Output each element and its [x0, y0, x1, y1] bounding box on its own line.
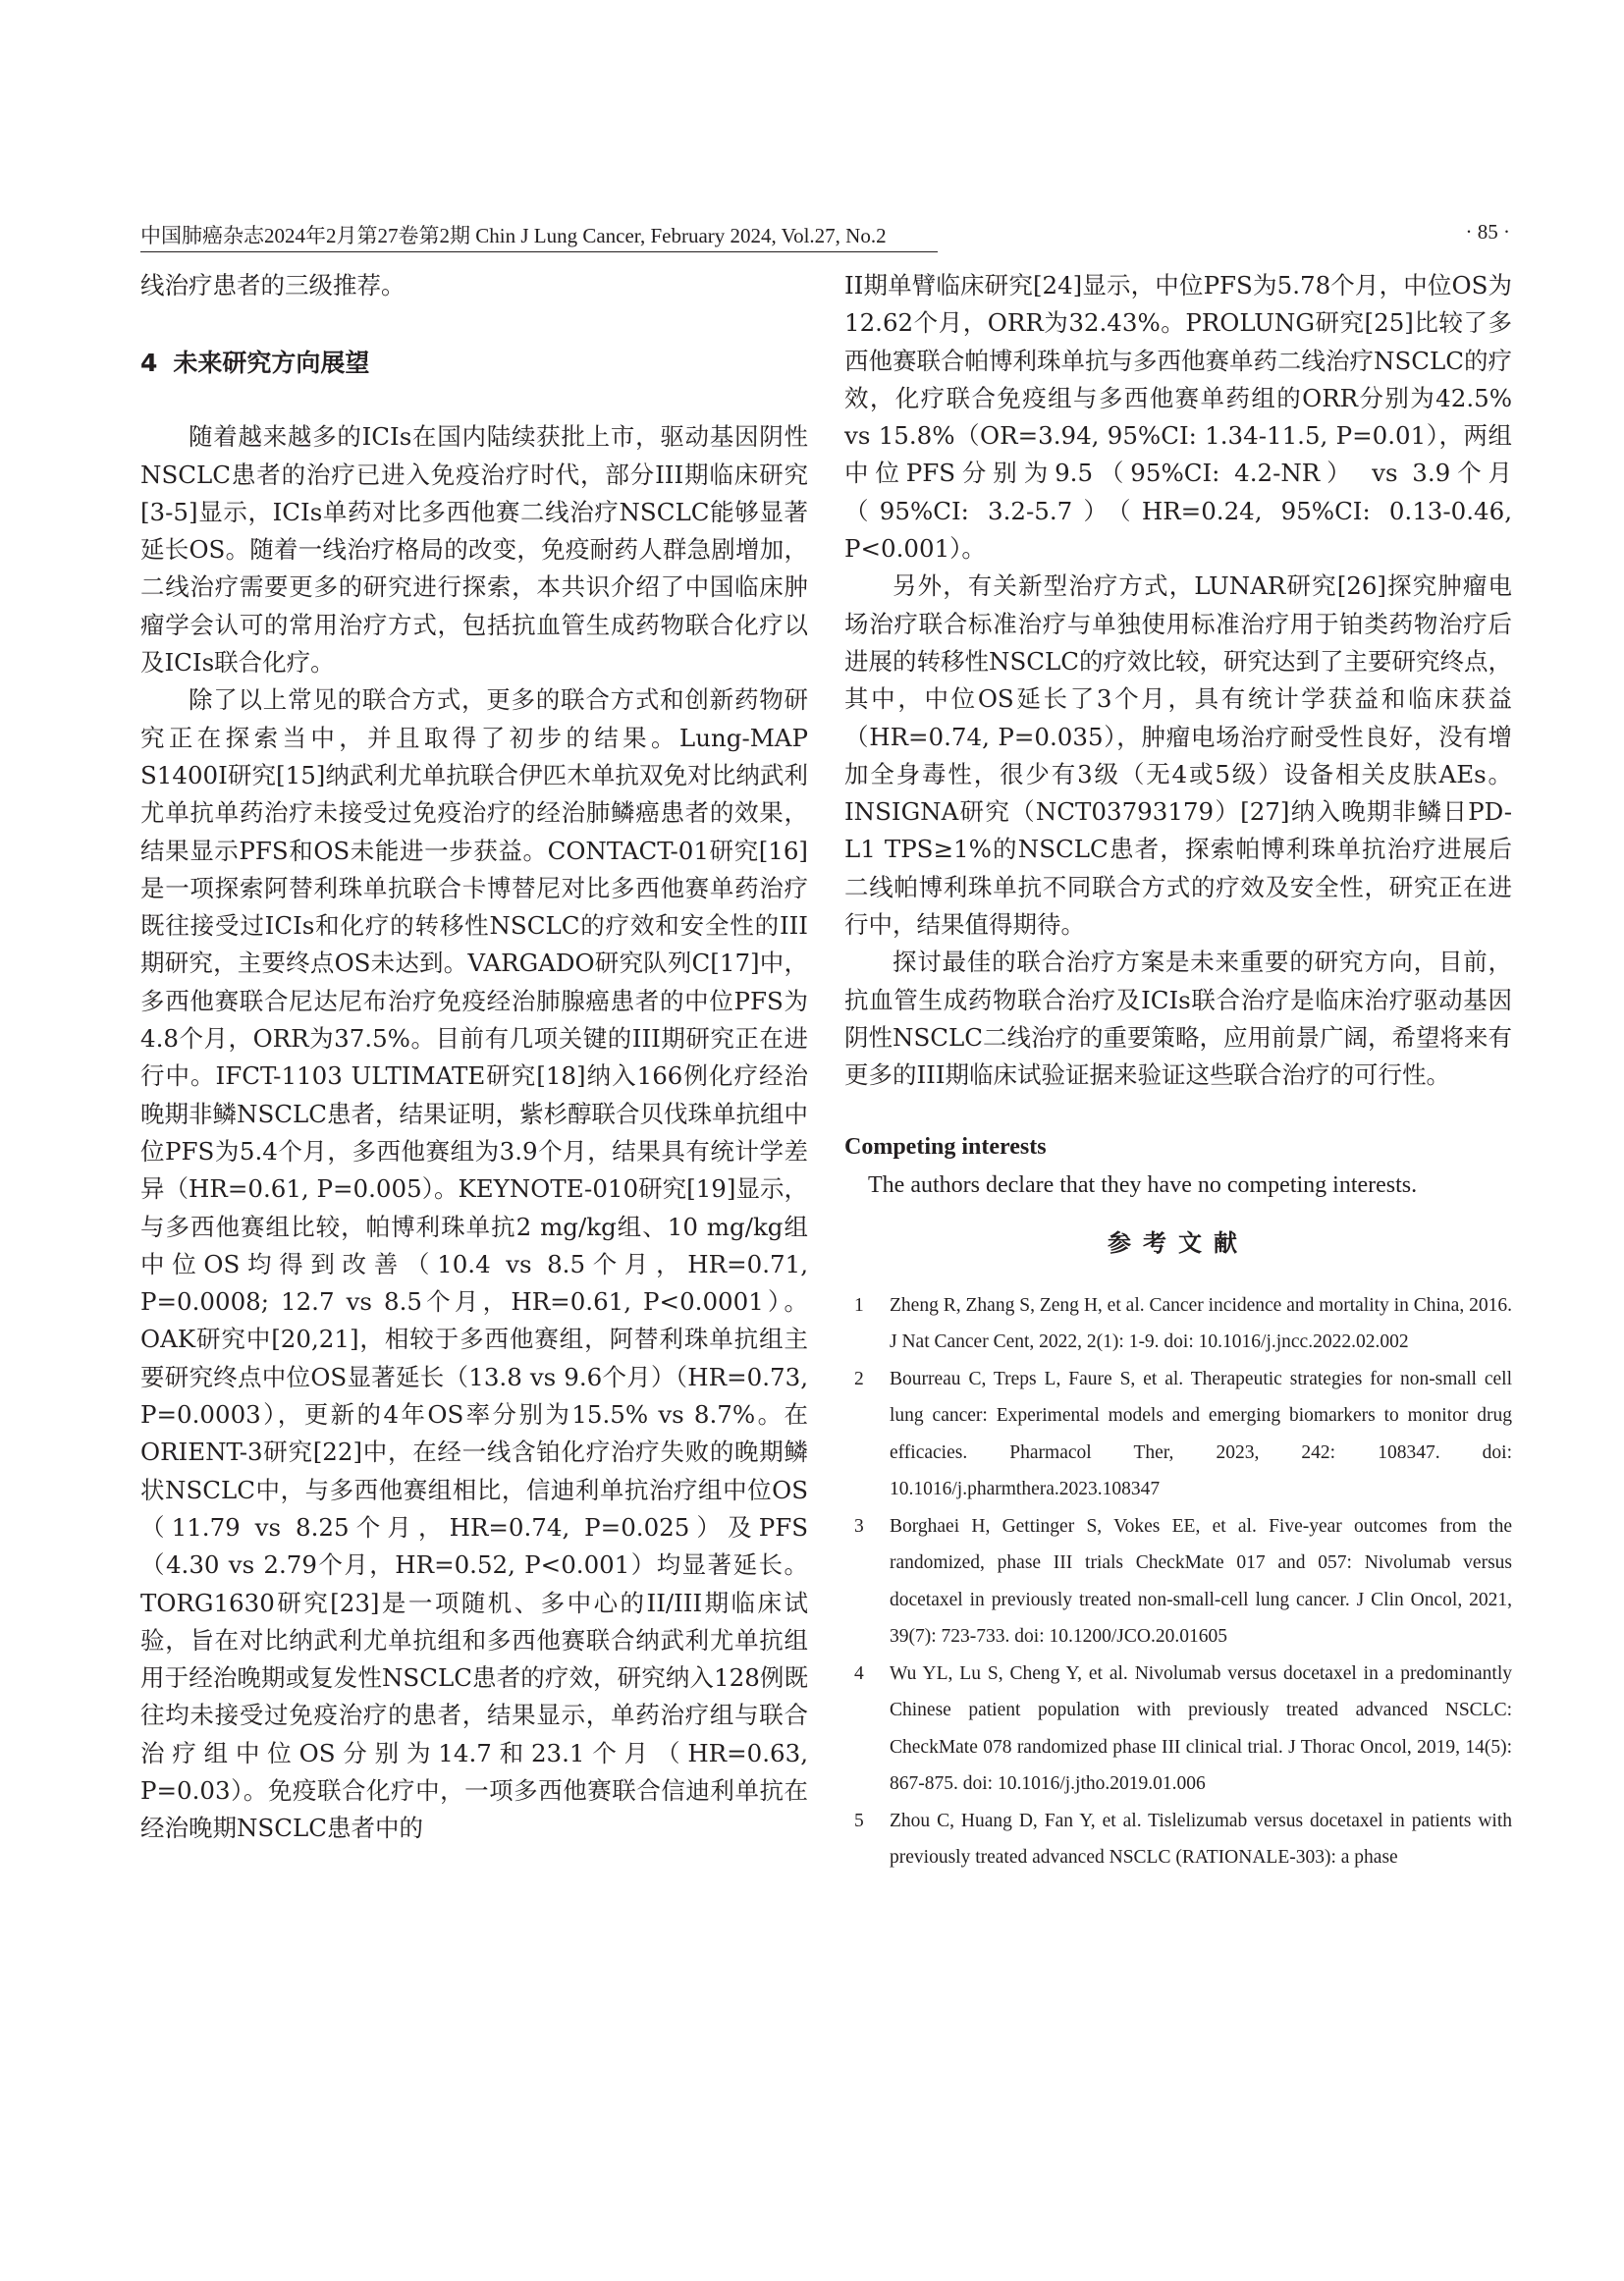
journal-citation: 中国肺癌杂志2024年2月第27卷第2期 Chin J Lung Cancer, February 2024, Vol.27, No.2 [140, 224, 887, 247]
body-paragraph: 随着越来越多的ICIs在国内陆续获批上市，驱动基因阴性NSCLC患者的治疗已进入免疫治疗时代，部分III期临床研究[3-5]显示，ICIs单药对比多西他赛二线治疗NSCLC能够显著延长OS。随着一线治疗格局的改变，免疫耐药人群急剧增加，二线治疗需要更多的研究进行探索，本共识介绍了中国临床肿瘤学会认可的常用治疗方式，包括抗血管生成药物联合化疗以及ICIs联合化疗。 [140, 422, 808, 678]
reference-item [844, 1656, 1512, 1803]
reference-text: Borghaei H, Gettinger S, Vokes EE, et al. Five-year outcomes from the randomized, phase III trials CheckMate 017 and 057: Nivolumab versus docetaxel in previously treated non-small-cell lung cancer. J Clin Oncol, 2021, 39(7): 723-733. doi: 10.1200/JCO.20.01605 [890, 1515, 1512, 1648]
page-number: · 85 · [1465, 220, 1510, 244]
body-paragraph: II期单臂临床研究[24]显示，中位PFS为5.78个月，中位OS为12.62个月，ORR为32.43%。PROLUNG研究[25]比较了多西他赛联合帕博利珠单抗与多西他赛单药二线治疗NSCLC的疗效，化疗联合免疫组与多西他赛单药组的ORR分别为42.5% vs 15.8%（OR=3.94, 95%CI: 1.34-11.5, P=0.01），两组中位PFS分别为9.5（95%CI: 4.2-NR） vs 3.9个月（95%CI: 3.2-5.7）（HR=0.24, 95%CI: 0.13-0.46, P<0.001）。 [844, 271, 1512, 564]
competing-interests-heading: Competing interests [844, 1133, 1047, 1160]
reference-item [844, 1508, 1512, 1656]
reference-item [844, 1361, 1512, 1508]
reference-number: 3 [854, 1515, 864, 1537]
reference-text: Zheng R, Zhang S, Zeng H, et al. Cancer incidence and mortality in China, 2016. J Nat Cancer Cent, 2022, 2(1): 1-9. doi: 10.1016/j.jncc.2022.02.002 [890, 1294, 1512, 1353]
reference-number: 2 [854, 1368, 864, 1389]
header-rule [140, 251, 938, 252]
section-title: 未来研究方向展望 [173, 349, 370, 378]
reference-list [844, 1287, 1512, 1876]
body-paragraph: 探讨最佳的联合治疗方案是未来重要的研究方向，目前，抗血管生成药物联合治疗及ICIs联合治疗是临床治疗驱动基因阴性NSCLC二线治疗的重要策略，应用前景广阔，希望将来有更多的III期临床试验证据来验证这些联合治疗的可行性。 [844, 948, 1512, 1090]
reference-number: 4 [854, 1662, 864, 1684]
reference-text: Wu YL, Lu S, Cheng Y, et al. Nivolumab versus docetaxel in a predominantly Chinese patient population with previously treated advanced NSCLC: CheckMate 078 randomized phase III clinical trial. J Thorac Oncol, 2019, 14(5): 867-875. doi: 10.1016/j.jtho.2019.01.006 [890, 1662, 1512, 1795]
reference-number: 5 [854, 1810, 864, 1831]
body-paragraph: 除了以上常见的联合方式，更多的联合方式和创新药物研究正在探索当中，并且取得了初步的结果。Lung-MAP S1400I研究[15]纳武利尤单抗联合伊匹木单抗双免对比纳武利尤单抗单药治疗未接受过免疫治疗的经治肺鳞癌患者的效果，结果显示PFS和OS未能进一步获益。CONTACT-01研究[16]是一项探索阿替利珠单抗联合卡博替尼对比多西他赛单药治疗既往接受过ICIs和化疗的转移性NSCLC的疗效和安全性的III期研究，主要终点OS未达到。VARGADO研究队列C[17]中，多西他赛联合尼达尼布治疗免疫经治肺腺癌患者的中位PFS为4.8个月，ORR为37.5%。目前有几项关键的III期研究正在进行中。IFCT-1103 ULTIMATE研究[18]纳入166例化疗经治晚期非鳞NSCLC患者，结果证明，紫杉醇联合贝伐珠单抗组中位PFS为5.4个月，多西他赛组为3.9个月，结果具有统计学差异（HR=0.61, P=0.005）。KEYNOTE-010研究[19]显示，与多西他赛组比较，帕博利珠单抗2 mg/kg组、10 mg/kg组中位OS均得到改善（10.4 vs 8.5个月，HR=0.71, P=0.0008; 12.7 vs 8.5个月，HR=0.61, P<0.0001）。OAK研究中[20,21]，相较于多西他赛组，阿替利珠单抗组主要研究终点中位OS显著延长（13.8 vs 9.6个月）（HR=0.73, P=0.0003），更新的4年OS率分别为15.5% vs 8.7%。在ORIENT-3研究[22]中，在经一线含铂化疗治疗失败的晚期鳞状NSCLC中，与多西他赛组相比，信迪利单抗治疗组中位OS（11.79 vs 8.25个月，HR=0.74, P=0.025）及PFS（4.30 vs 2.79个月，HR=0.52, P<0.001）均显著延长。TORG1630研究[23]是一项随机、多中心的II/III期临床试验，旨在对比纳武利尤单抗组和多西他赛联合纳武利尤单抗组用于经治晚期或复发性NSCLC患者的疗效，研究纳入128例既往均未接受过免疫治疗的患者，结果显示，单药治疗组与联合治疗组中位OS分别为14.7和23.1个月（HR=0.63, P=0.03）。免疫联合化疗中，一项多西他赛联合信迪利单抗在经治晚期NSCLC患者中的 [140, 685, 808, 1843]
right-column [844, 267, 1512, 1876]
reference-text: Bourreau C, Treps L, Faure S, et al. Therapeutic strategies for non-small cell lung cancer: Experimental models and emerging biomarkers to monitor drug efficacies. Pharmacol Ther, 2023, 242: 108347. doi: 10.1016/j.pharmthera.2023.108347 [890, 1368, 1512, 1500]
intro-tail-paragraph: 线治疗患者的三级推荐。 [140, 271, 406, 299]
reference-item [844, 1287, 1512, 1361]
competing-interests-statement: The authors declare that they have no competing interests. [868, 1171, 1418, 1198]
left-column [140, 267, 808, 1848]
body-paragraph: 另外，有关新型治疗方式，LUNAR研究[26]探究肿瘤电场治疗联合标准治疗与单独使用标准治疗用于铂类药物治疗后进展的转移性NSCLC的疗效比较，研究达到了主要研究终点，其中，中位OS延长了3个月，具有统计学获益和临床获益（HR=0.74, P=0.035），肿瘤电场治疗耐受性良好，没有增加全身毒性，很少有3级（无4或5级）设备相关皮肤AEs。INSIGNA研究（NCT03793179）[27]纳入晚期非鳞日PD-L1 TPS≥1%的NSCLC患者，探索帕博利珠单抗治疗进展后二线帕博利珠单抗不同联合方式的疗效及安全性，研究正在进行中，结果值得期待。 [844, 571, 1512, 940]
section-number: 4 [140, 349, 158, 378]
running-header [140, 220, 1510, 255]
references-heading: 参考文献 [1108, 1228, 1249, 1257]
reference-number: 1 [854, 1294, 864, 1316]
section-heading [140, 344, 808, 379]
reference-item [844, 1803, 1512, 1876]
reference-text: Zhou C, Huang D, Fan Y, et al. Tislelizumab versus docetaxel in patients with previously treated advanced NSCLC (RATIONALE-303): a phase [890, 1810, 1512, 1869]
